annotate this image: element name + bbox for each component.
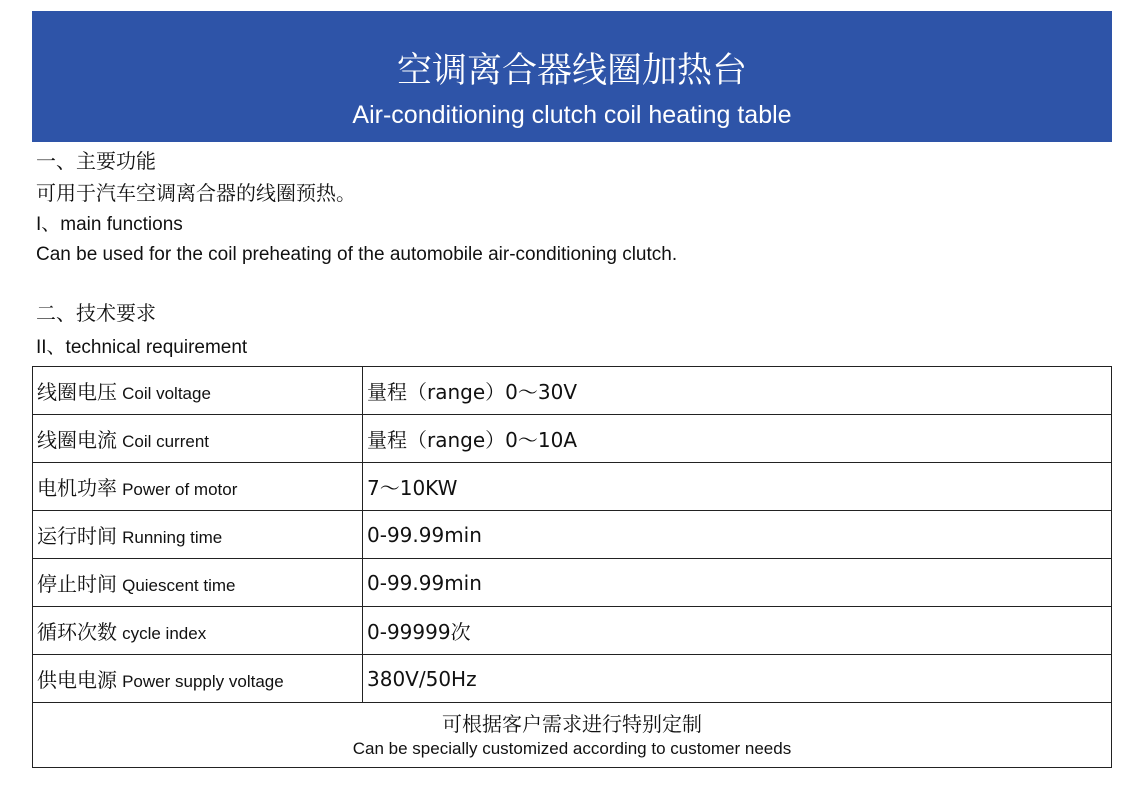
- value-text: 380V/50Hz: [367, 666, 477, 691]
- section2-heading-en: II、technical requirement: [36, 337, 248, 358]
- section1-text-zh: 可用于汽车空调离合器的线圈预热。: [36, 181, 356, 205]
- spec-table: [32, 366, 1112, 768]
- label-zh: 线圈电流: [37, 428, 117, 452]
- label-en: Power supply voltage: [122, 672, 284, 691]
- title-banner: [32, 11, 1112, 142]
- row-value: [363, 367, 1112, 415]
- row-value: [363, 559, 1112, 607]
- label-en: Coil voltage: [122, 384, 211, 403]
- label-zh: 循环次数: [37, 620, 117, 644]
- section1-heading-en: I、main functions: [36, 214, 183, 235]
- label-en: Running time: [122, 528, 223, 547]
- table-row: [33, 559, 1112, 607]
- row-label: [33, 415, 363, 463]
- row-label: [33, 607, 363, 655]
- row-value: [363, 415, 1112, 463]
- value-text: 0-99.99min: [367, 522, 482, 547]
- table-footer: [33, 703, 1112, 768]
- footer-zh: 可根据客户需求进行特别定制: [442, 712, 702, 736]
- row-label: [33, 511, 363, 559]
- row-label: [33, 655, 363, 703]
- table-row: [33, 367, 1112, 415]
- label-zh: 停止时间: [37, 572, 117, 596]
- section2-heading-zh: 二、技术要求: [36, 301, 156, 325]
- footer-en: Can be specially customized according to customer needs: [352, 739, 792, 758]
- row-value: [363, 511, 1112, 559]
- title-en: Air-conditioning clutch coil heating table: [352, 101, 792, 129]
- value-text: 7～10KW: [367, 476, 458, 500]
- label-en: Coil current: [122, 432, 210, 451]
- row-value: [363, 607, 1112, 655]
- table-footer-row: [33, 703, 1112, 768]
- table-row: [33, 511, 1112, 559]
- section1-heading-zh: 一、主要功能: [36, 149, 156, 173]
- section1-text-en: Can be used for the coil preheating of the automobile air-conditioning clutch.: [36, 244, 678, 265]
- row-label: [33, 367, 363, 415]
- table-row: [33, 463, 1112, 511]
- row-value: [363, 655, 1112, 703]
- table-row: [33, 607, 1112, 655]
- label-zh: 电机功率: [37, 476, 117, 500]
- value-text: 0-99999次: [367, 620, 471, 644]
- table-row: [33, 415, 1112, 463]
- label-zh: 运行时间: [37, 524, 117, 548]
- row-label: [33, 559, 363, 607]
- value-text: 量程（range）0～10A: [367, 428, 578, 452]
- label-en: Power of motor: [122, 480, 238, 499]
- title-zh: 空调离合器线圈加热台: [396, 51, 747, 91]
- row-value: [363, 463, 1112, 511]
- table-row: [33, 655, 1112, 703]
- label-en: Quiescent time: [122, 576, 236, 595]
- label-zh: 线圈电压: [37, 380, 117, 404]
- value-text: 0-99.99min: [367, 570, 482, 595]
- label-zh: 供电电源: [37, 668, 117, 692]
- row-label: [33, 463, 363, 511]
- value-text: 量程（range）0～30V: [367, 380, 578, 404]
- label-en: cycle index: [122, 624, 207, 643]
